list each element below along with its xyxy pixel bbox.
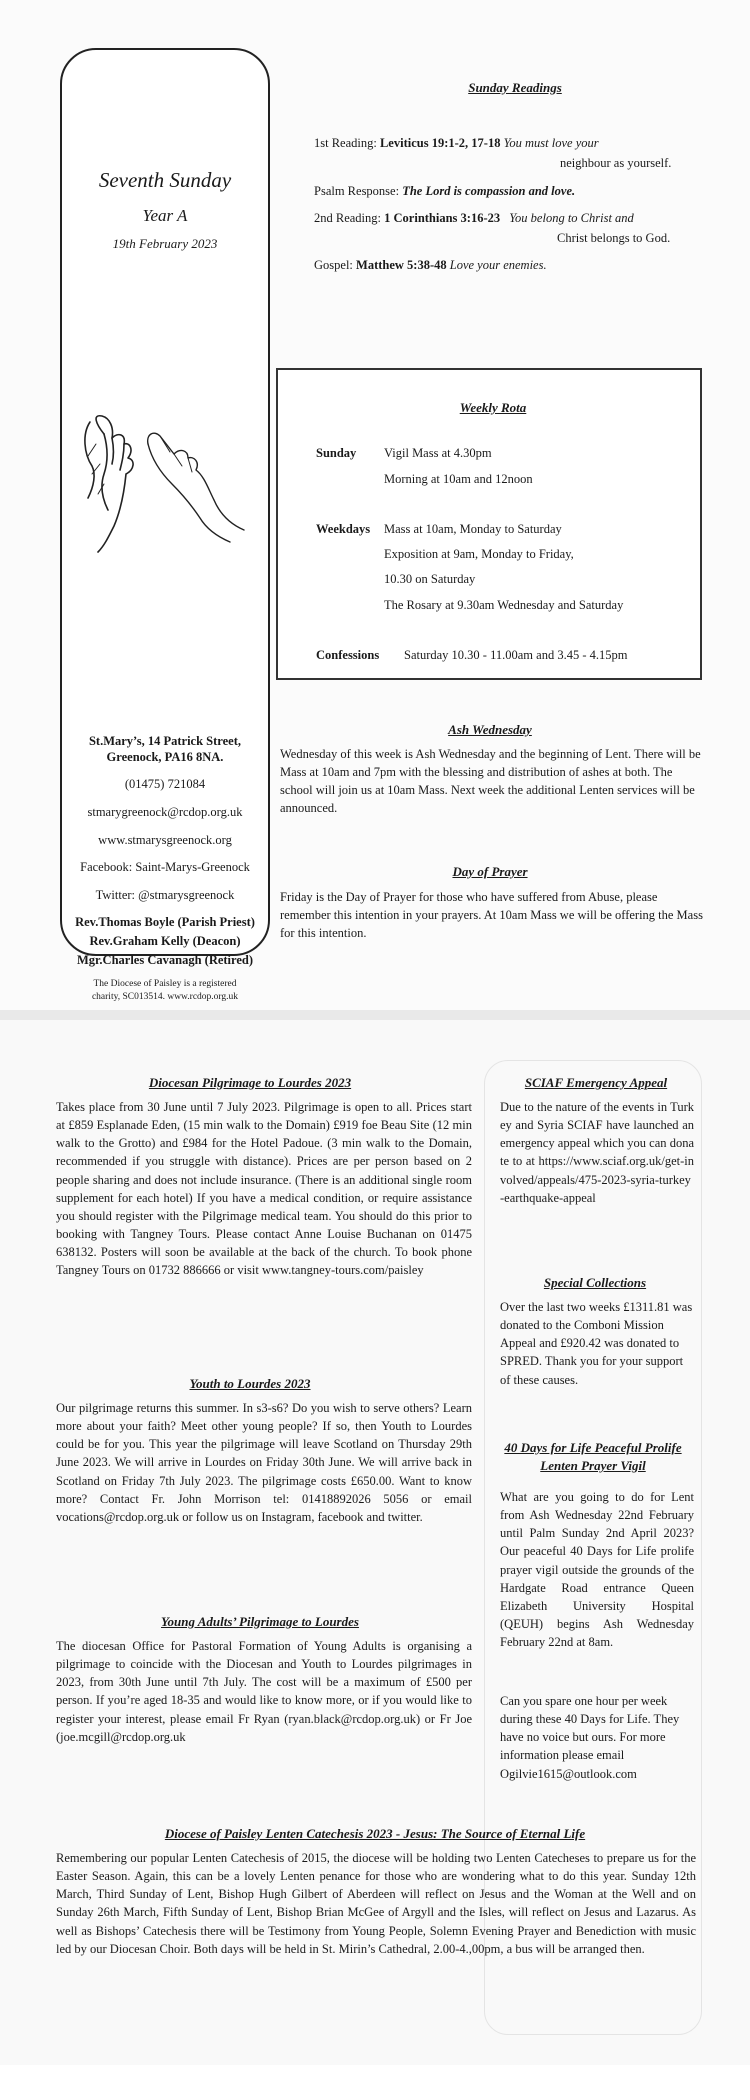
page-divider	[0, 1010, 750, 1020]
collections-heading: Special Collections	[543, 1275, 647, 1290]
ash-wednesday-text: Wednesday of this week is Ash Wednesday and the beginning of Lent. There will be Mass at 10am and 7pm with the blessing and distribution of ashes at both. The school will join us at 10am Mass. Next week the additional Lenten services will be announced.	[280, 747, 701, 816]
first-reading-verse-end: neighbour as yourself.	[560, 156, 672, 170]
parish-phone: (01475) 721084	[124, 777, 206, 792]
first-reading: 1st Reading: Leviticus 19:1-2, 17-18 You must love your	[314, 136, 599, 150]
gospel-reading: Gospel: Matthew 5:38-48 Love your enemies.	[314, 258, 547, 272]
praying-hands-icon	[74, 414, 260, 554]
young-adults-heading: Young Adults’ Pilgrimage to Lourdes	[161, 1614, 359, 1629]
parish-contact-block	[62, 734, 268, 1003]
psalm-response: Psalm Response: The Lord is compassion and love.	[314, 184, 576, 198]
rota-weekdays-line-3: 10.30 on Saturday	[384, 572, 476, 586]
parish-facebook: Facebook: Saint-Marys-Greenock	[80, 860, 250, 875]
rota-weekdays-line-4: The Rosary at 9.30am Wednesday and Saturday	[384, 598, 624, 612]
ash-wednesday-heading: Ash Wednesday	[448, 722, 532, 737]
parish-website-link[interactable]: www.stmarysgreenock.org	[98, 832, 232, 847]
clergy-retired: Mgr.Charles Cavanagh (Retired)	[76, 952, 254, 967]
parish-email-link[interactable]: stmarygreenock@rcdop.org.uk	[87, 804, 243, 819]
cover-date: 19th February 2023	[112, 236, 218, 251]
catechesis-text: Remembering our popular Lenten Catechesis of 2015, the diocese will be holding two Lenten Catecheses to prepare us for the Easter Season. Again, this can be a lovely Lenten penance for those who are wondering what to do this year. Sunday 12th March, Third Sunday of Lent, Bishop Hugh Gilbert of Aberdeen will reflect on Jesus and the Woman at the Well and on Sunday 26th March, Fifth Sunday of Lent, Bishop Brian McGee of Argyll and the Isles, will reflect on Jesus and Lazarus. As well as Bishops’ Catechesis there will be Testimony from Young People, Solemn Evening Prayer and Benediction with music led by our Diocesan Choir. Both days will be held in St. Mirin’s Cathedral, 2.00-4.,00pm, a bus will be arranged then.	[56, 1851, 696, 1956]
weekly-rota-box	[276, 368, 702, 680]
sciaf-heading: SCIAF Emergency Appeal	[524, 1075, 668, 1090]
lourdes-heading: Diocesan Pilgrimage to Lourdes 2023	[148, 1075, 352, 1090]
parish-twitter: Twitter: @stmarysgreenock	[95, 887, 235, 902]
forty-days-heading-1: 40 Days for Life Peaceful Prolife	[504, 1440, 682, 1455]
cover-year: Year A	[142, 206, 188, 225]
sciaf-text: Due to the nature of the events in Turkey and Syria SCIAF have launched an emergency appeal which you can donate to at https://www.sciaf.org.uk/get-involved/appeals/475-2023-syria-turkey-earthquake-appeal	[500, 1100, 694, 1205]
lourdes-text: Takes place from 30 June until 7 July 2023. Pilgrimage is open to all. Prices start at £859 Esplanade Eden, (15 min walk to the Domain) £919 foe Beau Site (12 min walk to the Grotto) and £984 for the Hotel Padoue. (3 min walk to the Domain, recommended if you struggle with distance). Prices are per person based on 2 people sharing and does not include insurance. (There is an additional single room supplement for each hotel) If you have a medical condition, or require assistance you should register with the Pilgrimage medical team. You should do this prior to booking with Tangney Tours. Please contact Anne Louise Buchanan on 01475 638132. Posters will soon be available at the back of the church. To book phone Tangney Tours on 01732 886666 or visit www.tangney-tours.com/paisley	[56, 1100, 472, 1278]
charity-notice: The Diocese of Paisley is a registered charity, SC013514. www.rcdop.org.uk	[91, 979, 239, 1002]
forty-days-heading-2: Lenten Prayer Vigil	[540, 1458, 646, 1473]
rota-weekdays-label: Weekdays	[316, 522, 371, 536]
cover-sunday-title: Seventh Sunday	[98, 168, 232, 192]
youth-lourdes-text: Our pilgrimage returns this summer. In s3-s6? Do you wish to serve others? Learn more about your faith? Meet other young people? If so, then Youth to Lourdes could be for you. This year the pilgrimage will leave Scotland on Thursday 29th June 2023. We will arrive in Lourdes on Friday 30th June. We will arrive back in Scotland on Friday 7th July 2023. The pilgrimage costs £650.00. Want to know more? Contact Fr. John Morrison tel: 01418892026 5056 or email vocations@rcdop.org.uk or follow us on Instagram, facebook and twitter.	[56, 1401, 472, 1524]
rota-confessions-label: Confessions	[316, 648, 380, 662]
rota-weekdays-line-1: Mass at 10am, Monday to Saturday	[384, 522, 562, 536]
day-of-prayer-heading: Day of Prayer	[452, 864, 528, 879]
front-page	[0, 0, 750, 1010]
rota-confessions-text: Saturday 10.30 - 11.00am and 3.45 - 4.15pm	[404, 648, 628, 662]
collections-text: Over the last two weeks £1311.81 was donated to the Comboni Mission Appeal and £920.42 was donated to SPRED. Thank you for your support of these causes.	[500, 1300, 693, 1387]
readings-heading: Sunday Readings	[468, 80, 562, 95]
youth-lourdes-heading: Youth to Lourdes 2023	[189, 1376, 311, 1391]
second-reading-verse-end: Christ belongs to God.	[557, 231, 671, 245]
rota-weekdays-line-2: Exposition at 9am, Monday to Friday,	[384, 547, 574, 561]
clergy-parish-priest: Rev.Thomas Boyle (Parish Priest)	[75, 915, 255, 930]
cover-panel	[60, 48, 270, 1002]
clergy-deacon: Rev.Graham Kelly (Deacon)	[89, 934, 241, 948]
second-reading: 2nd Reading: 1 Corinthians 3:16-23 You belong to Christ and	[314, 211, 634, 225]
forty-days-text-2: Can you spare one hour per week during these 40 Days for Life. They have no voice but ours. For more information please email Ogilvie1615@outlook.com	[500, 1694, 680, 1781]
rota-sunday-line-1: Vigil Mass at 4.30pm	[384, 446, 492, 460]
parish-address: St.Mary’s, 14 Patrick Street, Greenock, PA16 8NA.	[88, 734, 242, 764]
day-of-prayer-text: Friday is the Day of Prayer for those who have suffered from Abuse, please remember this intention in your prayers. At 10am Mass we will be offering the Mass for this intention.	[280, 890, 703, 941]
forty-days-text-1: What are you going to do for Lent from Ash Wednesday 22nd February until Palm Sunday 2nd April 2023? Our peaceful 40 Days for Life prolife prayer vigil outside the grounds of the Hardgate Road entrance Queen Elizabeth University Hospital (QEUH) begins Ash Wednesday February 22nd at 8am.	[500, 1490, 694, 1649]
young-adults-text: The diocesan Office for Pastoral Formation of Young Adults is organising a pilgrimage to coincide with the Diocesan and Youth to Lourdes pilgrimages in 2023, from 30th June until 7th July. The cost will be a maximum of £500 per person. If you’re aged 18-35 and would like to know more, or if you would like to register your interest, please email Fr Ryan (ryan.black@rcdop.org.uk) or Fr Joe (joe.mcgill@rcdop.org.uk	[56, 1639, 472, 1744]
catechesis-heading: Diocese of Paisley Lenten Catechesis 2023 - Jesus: The Source of Eternal Life	[164, 1826, 586, 1841]
rota-sunday-label: Sunday	[316, 446, 357, 460]
rota-sunday-line-2: Morning at 10am and 12noon	[384, 472, 533, 486]
rota-heading: Weekly Rota	[459, 400, 527, 415]
